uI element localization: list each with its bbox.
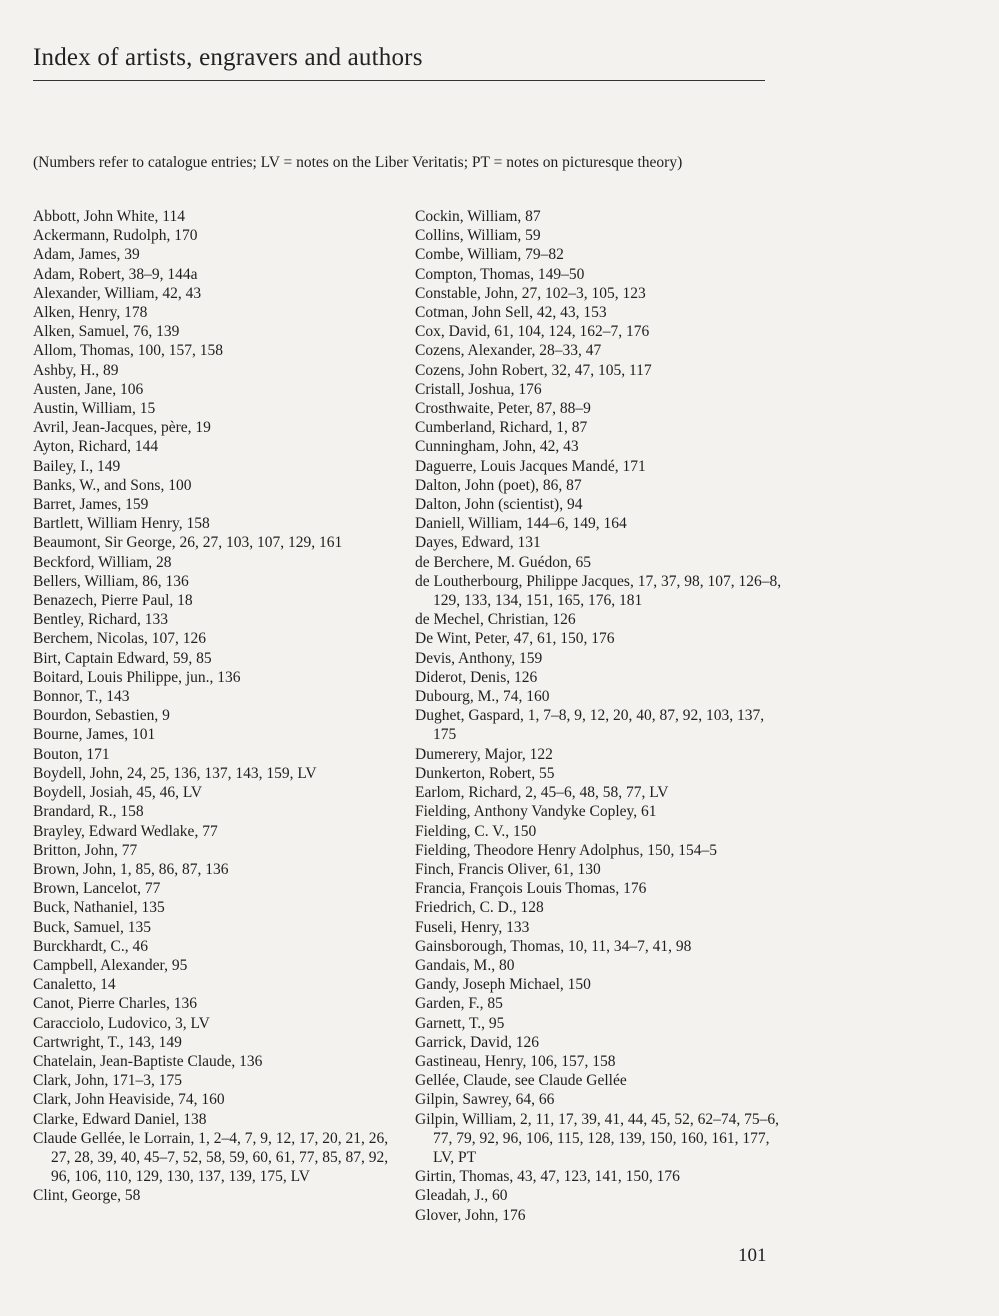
index-entry: Ackermann, Rudolph, 170 xyxy=(33,227,198,245)
index-entry: Cockin, William, 87 xyxy=(415,208,541,225)
index-entry: Beaumont, Sir George, 26, 27, 103, 107, 129, 161 xyxy=(33,534,343,552)
index-entry: de Berchere, M. Guédon, 65 xyxy=(415,553,592,571)
index-entry: Barret, James, 159 xyxy=(33,496,149,514)
index-entry: Austin, William, 15 xyxy=(33,400,156,418)
index-entry: Alken, Samuel, 76, 139 xyxy=(33,323,180,341)
index-entry: Brandard, R., 158 xyxy=(33,803,144,821)
index-entry: Bartlett, William Henry, 158 xyxy=(33,515,210,533)
index-entry: Devis, Anthony, 159 xyxy=(415,649,543,667)
index-entry: Garrick, David, 126 xyxy=(415,1033,539,1051)
index-entry: Girtin, Thomas, 43, 47, 123, 141, 150, 176 xyxy=(415,1168,680,1186)
index-entry: Abbott, John White, 114 xyxy=(33,208,185,225)
index-entry: Canot, Pierre Charles, 136 xyxy=(33,995,198,1013)
index-entry: Berchem, Nicolas, 107, 126 xyxy=(33,630,207,648)
index-entry: Gleadah, J., 60 xyxy=(415,1187,508,1205)
index-entry: Francia, François Louis Thomas, 176 xyxy=(415,880,647,898)
index-entry: De Wint, Peter, 47, 61, 150, 176 xyxy=(415,630,615,648)
index-entry: Clint, George, 58 xyxy=(33,1187,141,1205)
page-number: 101 xyxy=(738,1245,767,1266)
index-entry: Friedrich, C. D., 128 xyxy=(415,899,544,917)
index-entry: Britton, John, 77 xyxy=(33,841,138,859)
index-entry: Gastineau, Henry, 106, 157, 158 xyxy=(415,1052,616,1070)
index-entry: Gilpin, William, 2, 11, 17, 39, 41, 44, 45, 52, 62–74, 75–6, 77, 79, 92, 96, 106, 115, 128, 139, 150, 160, 161, 177, LV, PT xyxy=(415,1110,780,1166)
index-entry: Cartwright, T., 143, 149 xyxy=(33,1033,182,1051)
index-entry: Gainsborough, Thomas, 10, 11, 34–7, 41, 98 xyxy=(415,937,692,955)
index-column-left xyxy=(33,207,403,1206)
index-entry: Crosthwaite, Peter, 87, 88–9 xyxy=(415,400,591,418)
index-entry: Daniell, William, 144–6, 149, 164 xyxy=(415,515,627,533)
index-entry: Adam, Robert, 38–9, 144a xyxy=(33,265,198,283)
index-entry: Bourdon, Sebastien, 9 xyxy=(33,707,170,725)
index-entry: Brown, John, 1, 85, 86, 87, 136 xyxy=(33,860,229,878)
index-column-right xyxy=(415,207,790,1225)
index-entry: Garden, F., 85 xyxy=(415,995,503,1013)
index-entry: Banks, W., and Sons, 100 xyxy=(33,476,192,494)
index-entry: Bentley, Richard, 133 xyxy=(33,611,169,629)
index-entry: Austen, Jane, 106 xyxy=(33,380,144,398)
index-entry: Chatelain, Jean-Baptiste Claude, 136 xyxy=(33,1052,263,1070)
index-entry: Boitard, Louis Philippe, jun., 136 xyxy=(33,668,241,686)
index-entry: Cox, David, 61, 104, 124, 162–7, 176 xyxy=(415,323,650,341)
index-entry: Clark, John, 171–3, 175 xyxy=(33,1072,182,1090)
index-entry: Dunkerton, Robert, 55 xyxy=(415,764,555,782)
index-entry: Ashby, H., 89 xyxy=(33,361,119,379)
index-entry: Earlom, Richard, 2, 45–6, 48, 58, 77, LV xyxy=(415,784,669,802)
index-entry: Bouton, 171 xyxy=(33,745,110,763)
index-entry: de Mechel, Christian, 126 xyxy=(415,611,576,629)
index-entry: Caracciolo, Ludovico, 3, LV xyxy=(33,1014,210,1032)
index-entry: Canaletto, 14 xyxy=(33,976,116,994)
page-title: Index of artists, engravers and authors xyxy=(33,44,423,71)
index-entry: Cunningham, John, 42, 43 xyxy=(415,438,579,456)
index-entry: Finch, Francis Oliver, 61, 130 xyxy=(415,860,601,878)
index-entry: Alexander, William, 42, 43 xyxy=(33,284,202,302)
index-entry: Clarke, Edward Daniel, 138 xyxy=(33,1110,207,1128)
index-entry: Gilpin, Sawrey, 64, 66 xyxy=(415,1091,555,1109)
index-entry: Cozens, Alexander, 28–33, 47 xyxy=(415,342,602,360)
index-entry: Birt, Captain Edward, 59, 85 xyxy=(33,649,212,667)
index-entry: Bailey, I., 149 xyxy=(33,457,121,475)
index-entry: Daguerre, Louis Jacques Mandé, 171 xyxy=(415,457,646,475)
index-entry: Constable, John, 27, 102–3, 105, 123 xyxy=(415,284,646,302)
index-entry: Collins, William, 59 xyxy=(415,227,541,245)
index-entry: Clark, John Heaviside, 74, 160 xyxy=(33,1091,225,1109)
index-entry: Diderot, Denis, 126 xyxy=(415,668,538,686)
index-entry: Fielding, C. V., 150 xyxy=(415,822,537,840)
index-entry: Cotman, John Sell, 42, 43, 153 xyxy=(415,304,607,322)
index-entry: Benazech, Pierre Paul, 18 xyxy=(33,592,193,610)
index-entry: Dalton, John (scientist), 94 xyxy=(415,496,583,514)
index-entry: Buck, Samuel, 135 xyxy=(33,918,151,936)
index-entry: de Loutherbourg, Philippe Jacques, 17, 37, 98, 107, 126–8, 129, 133, 134, 151, 165, 176, 181 xyxy=(415,572,782,610)
index-entry: Bourne, James, 101 xyxy=(33,726,156,744)
intro-note: (Numbers refer to catalogue entries; LV = notes on the Liber Veritatis; PT = notes on picturesque theory) xyxy=(33,154,683,171)
index-entry: Fielding, Anthony Vandyke Copley, 61 xyxy=(415,803,657,821)
index-entry: Campbell, Alexander, 95 xyxy=(33,956,188,974)
index-entry: Burckhardt, C., 46 xyxy=(33,937,148,955)
index-entry: Bonnor, T., 143 xyxy=(33,688,130,706)
index-entry: Bellers, William, 86, 136 xyxy=(33,572,189,590)
index-entry: Allom, Thomas, 100, 157, 158 xyxy=(33,342,224,360)
index-entry: Dayes, Edward, 131 xyxy=(415,534,541,552)
index-entry: Compton, Thomas, 149–50 xyxy=(415,265,585,283)
index-entry: Claude Gellée, le Lorrain, 1, 2–4, 7, 9, 12, 17, 20, 21, 26, 27, 28, 39, 40, 45–7, 52, 58, 59, 60, 61, 77, 85, 87, 92, 96, 106, 110, 129, 130, 137, 139, 175, LV xyxy=(33,1129,389,1186)
index-entry: Dughet, Gaspard, 1, 7–8, 9, 12, 20, 40, 87, 92, 103, 137, 175 xyxy=(415,707,765,744)
index-entry: Cristall, Joshua, 176 xyxy=(415,380,542,398)
index-entry: Beckford, William, 28 xyxy=(33,553,172,571)
index-entry: Brown, Lancelot, 77 xyxy=(33,880,161,898)
index-entry: Avril, Jean-Jacques, père, 19 xyxy=(33,419,211,437)
index-entry: Brayley, Edward Wedlake, 77 xyxy=(33,822,218,840)
index-entry: Boydell, John, 24, 25, 136, 137, 143, 159, LV xyxy=(33,764,317,782)
index-entry: Glover, John, 176 xyxy=(415,1206,526,1224)
index-entry: Boydell, Josiah, 45, 46, LV xyxy=(33,784,203,802)
index-entry: Dalton, John (poet), 86, 87 xyxy=(415,476,582,494)
index-entry: Gandy, Joseph Michael, 150 xyxy=(415,976,591,994)
index-entry: Garnett, T., 95 xyxy=(415,1014,505,1032)
index-entry: Fielding, Theodore Henry Adolphus, 150, 154–5 xyxy=(415,841,717,859)
index-entry: Gellée, Claude, see Claude Gellée xyxy=(415,1072,627,1090)
index-entry: Cozens, John Robert, 32, 47, 105, 117 xyxy=(415,361,652,379)
title-rule xyxy=(33,80,765,81)
index-entry: Alken, Henry, 178 xyxy=(33,304,148,322)
index-entry: Buck, Nathaniel, 135 xyxy=(33,899,165,917)
index-entry: Gandais, M., 80 xyxy=(415,956,515,974)
index-entry: Ayton, Richard, 144 xyxy=(33,438,159,456)
index-entry: Adam, James, 39 xyxy=(33,246,140,264)
index-entry: Fuseli, Henry, 133 xyxy=(415,918,530,936)
index-entry: Dubourg, M., 74, 160 xyxy=(415,688,550,706)
index-entry: Dumerery, Major, 122 xyxy=(415,745,553,763)
index-entry: Combe, William, 79–82 xyxy=(415,246,564,264)
index-entry: Cumberland, Richard, 1, 87 xyxy=(415,419,588,437)
